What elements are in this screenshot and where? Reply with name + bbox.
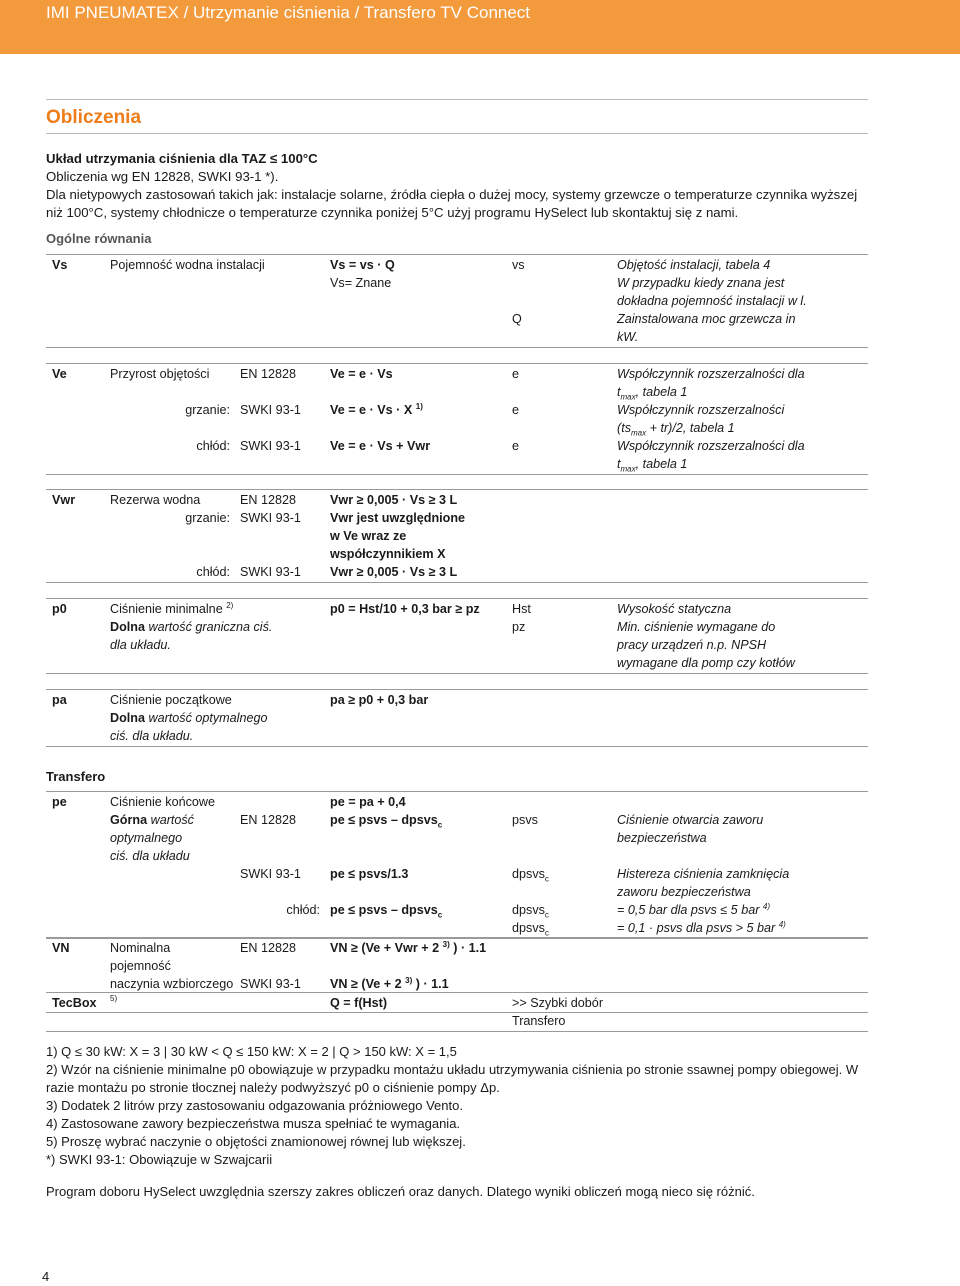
formula: VN ≥ (Ve + 2: [330, 977, 402, 991]
variable: e: [512, 403, 520, 417]
breadcrumb: IMI PNEUMATEX / Utrzymanie ciśnienia / Transfero TV Connect: [46, 3, 531, 22]
description: wartość optymalnego: [144, 711, 268, 725]
standard: EN 12828: [234, 938, 324, 976]
intro-paragraph: Dla nietypowych zastosowań takich jak: instalacje solarne, źródła ciepła o dużej mocy, systemy grzewcze o temperaturze czynnika wyższej niż 100°C, systemy chłodnicze o temperaturze czynnika poniżej 5°C użyj programu HySelect lub skontaktuj się z nami.: [46, 187, 858, 220]
formula: pe ≤ psvs – dpsvs: [330, 903, 438, 917]
header-bar: [0, 0, 960, 54]
subscript: max: [620, 464, 636, 474]
description: wartość optymalnego: [110, 813, 194, 845]
description: Ciśnienie początkowe: [110, 693, 232, 707]
variable: pz: [506, 618, 611, 674]
footnote: 2) Wzór na ciśnienie minimalne p0 obowiązuje w przypadku montażu układu utrzymywania ciśnienia po stronie ssawnej pompy obiegowej. W razie montażu po stronie tłocznej należy podwyższyć p0 o ciśnienie pompy Δp.: [46, 1062, 859, 1095]
mode-label: grzanie:: [185, 403, 230, 417]
explanation: (ts: [617, 421, 631, 435]
explanation: Wysokość statyczna: [611, 599, 868, 619]
section-label-transfero: Transfero: [46, 769, 106, 784]
subscript: c: [437, 820, 443, 830]
formula: Vwr ≥ 0,005 · Vs ≥ 3 L: [324, 563, 506, 583]
footnote: 5) Proszę wybrać naczynie o objętości znamionowej równej lub większej.: [46, 1134, 466, 1149]
standard: EN 12828: [234, 364, 324, 402]
standard: SWKI 93-1: [240, 403, 301, 417]
mode-label: chłód:: [104, 437, 234, 475]
quick-select-link[interactable]: Transfero: [512, 1014, 566, 1028]
description: ciś. dla układu.: [110, 729, 194, 743]
page-number: 4: [42, 1269, 50, 1284]
footnote-ref: 2): [226, 600, 234, 610]
footnote-ref: 3): [405, 975, 413, 985]
description: Ciśnienie minimalne: [110, 602, 223, 616]
intro: [46, 150, 868, 222]
explanation: Współczynnik rozszerzalności: [617, 403, 785, 417]
mode-label: grzanie:: [185, 511, 230, 525]
divider: [46, 99, 868, 100]
divider: [46, 133, 868, 134]
subscript: c: [437, 910, 443, 920]
symbol: Vwr: [46, 490, 104, 510]
explanation: Współczynnik rozszerzalności dla: [617, 439, 805, 453]
description: naczynia wzbiorczego: [110, 977, 234, 991]
footnote: 4) Zastosowane zawory bezpieczeństwa musza spełniać te wymagania.: [46, 1116, 461, 1131]
formula: pe ≤ psvs/1.3: [330, 867, 409, 881]
footnote: 1) Q ≤ 30 kW: X = 3 | 30 kW < Q ≤ 150 kW: X = 2 | Q > 150 kW: X = 1,5: [46, 1044, 457, 1059]
explanation: kW.: [617, 330, 639, 344]
formula: pa ≥ p0 + 0,3 bar: [324, 690, 506, 747]
footnote-ref: 1): [415, 401, 423, 411]
description: Nominalna pojemność: [104, 938, 234, 976]
variable: Q: [506, 310, 611, 348]
quick-select-link[interactable]: >> Szybki dobór: [512, 996, 604, 1010]
explanation: dokładna pojemność instalacji w l.: [617, 294, 807, 308]
explanation: Zainstalowana moc grzewcza in: [617, 312, 796, 326]
variable: e: [506, 364, 611, 402]
standard: EN 12828: [234, 490, 324, 510]
variable: dpsvs: [512, 921, 545, 935]
equation-block-pa: [46, 689, 868, 747]
variable: vs: [506, 255, 611, 275]
formula: Q = f(Hst): [324, 993, 506, 1032]
formula: pe ≤ psvs – dpsvs: [330, 813, 438, 827]
subscript: c: [544, 910, 549, 920]
formula: VN ≥ (Ve + Vwr + 2: [330, 941, 440, 955]
standard: SWKI 93-1: [240, 867, 301, 881]
description: Pojemność wodna instalacji: [104, 255, 324, 275]
variable: dpsvs: [512, 867, 545, 881]
footnote: 3) Dodatek 2 litrów przy zastosowaniu odgazowania próżniowego Vento.: [46, 1098, 463, 1113]
subscript: c: [544, 928, 549, 938]
standard: SWKI 93-1: [240, 511, 301, 525]
formula: współczynnikiem X: [330, 547, 446, 561]
formula: Vs = vs · Q: [324, 255, 506, 275]
explanation: = 0,1 · psvs dla psvs > 5 bar: [617, 921, 776, 935]
formula: w Ve wraz ze: [330, 529, 407, 543]
mode-label: chłód:: [286, 903, 321, 917]
explanation: pracy urządzeń n.p. NPSH: [617, 638, 767, 652]
footnotes: [46, 1043, 868, 1169]
equation-block-vs: [46, 254, 868, 348]
formula: ) · 1.1: [415, 977, 449, 991]
standard: SWKI 93-1: [234, 975, 324, 1013]
intro-heading: Układ utrzymania ciśnienia dla TAZ ≤ 100°C: [46, 151, 318, 166]
symbol: p0: [46, 599, 104, 619]
symbol: Vs: [46, 255, 104, 275]
explanation: = 0,5 bar dla psvs ≤ 5 bar: [617, 903, 760, 917]
explanation: , tabela 1: [635, 457, 688, 471]
equation-block-tecbox: [46, 992, 868, 1032]
explanation: bezpieczeństwa: [617, 831, 707, 845]
formula: Ve = e · Vs + Vwr: [324, 437, 506, 475]
description: Przyrost objętości: [104, 364, 234, 402]
explanation: t: [617, 457, 621, 471]
variable: dpsvs: [512, 903, 545, 917]
formula: Vs= Znane: [330, 276, 392, 290]
symbol: Ve: [46, 364, 104, 402]
description: wartość graniczna ciś.: [144, 620, 273, 634]
formula: ) · 1.1: [453, 941, 487, 955]
standard: SWKI 93-1: [234, 437, 324, 475]
explanation: zaworu bezpieczeństwa: [617, 885, 751, 899]
standard: SWKI 93-1: [234, 563, 324, 583]
description: Górna: [110, 813, 148, 827]
explanation: Histereza ciśnienia zamknięcia: [617, 867, 790, 881]
variable: psvs: [512, 813, 538, 827]
footnote-ref: 4): [778, 919, 786, 929]
formula: pe = pa + 0,4: [324, 792, 506, 812]
symbol: VN: [46, 938, 104, 976]
variable: e: [506, 437, 611, 475]
page-title: Obliczenia: [46, 107, 142, 128]
description: Ciśnienie końcowe: [104, 792, 324, 812]
formula: Vwr ≥ 0,005 · Vs ≥ 3 L: [324, 490, 506, 510]
formula: Vwr jest uwzględnione: [330, 511, 466, 525]
subscript: max: [631, 428, 647, 438]
explanation: t: [617, 385, 621, 399]
footnote: *) SWKI 93-1: Obowiązuje w Szwajcarii: [46, 1152, 273, 1167]
description: Dolna: [110, 711, 145, 725]
subscript: c: [544, 874, 549, 884]
explanation: Ciśnienie otwarcia zaworu: [617, 813, 764, 827]
equation-block-p0: [46, 598, 868, 674]
equation-block-ve: [46, 363, 868, 475]
description: dla układu.: [110, 638, 171, 652]
subscript: max: [620, 392, 636, 402]
description: ciś. dla układu: [110, 849, 190, 863]
formula: p0 = Hst/10 + 0,3 bar ≥ pz: [324, 599, 506, 619]
explanation: , tabela 1: [635, 385, 688, 399]
description: Rezerwa wodna: [104, 490, 234, 510]
explanation: Objętość instalacji, tabela 4: [611, 255, 868, 275]
formula: Ve = e · Vs: [324, 364, 506, 402]
equation-block-pe: [46, 791, 868, 939]
symbol: pe: [46, 792, 104, 812]
symbol: TecBox: [46, 993, 104, 1032]
intro-line: Obliczenia wg EN 12828, SWKI 93-1 *).: [46, 169, 279, 184]
explanation: Współczynnik rozszerzalności dla: [617, 367, 805, 381]
description: Dolna: [110, 620, 145, 634]
equation-block-vwr: [46, 489, 868, 583]
footer-note: Program doboru HySelect uwzględnia szerszy zakres obliczeń oraz danych. Dlatego wyniki obliczeń mogą nieco się różnić.: [46, 1184, 755, 1199]
symbol: pa: [46, 690, 104, 747]
explanation: + tr)/2, tabela 1: [646, 421, 735, 435]
explanation: W przypadku kiedy znana jest: [617, 276, 785, 290]
mode-label: chłód:: [104, 563, 234, 583]
footnote-ref: 3): [442, 939, 450, 949]
standard: EN 12828: [240, 813, 297, 827]
footnote-ref: 4): [762, 901, 771, 911]
section-label: Ogólne równania: [46, 231, 152, 246]
explanation: wymagane dla pomp czy kotłów: [617, 656, 795, 670]
variable: Hst: [506, 599, 611, 619]
explanation: Min. ciśnienie wymagane do: [617, 620, 776, 634]
footnote-ref: 5): [110, 993, 118, 1003]
formula: Ve = e · Vs · X: [330, 403, 413, 417]
